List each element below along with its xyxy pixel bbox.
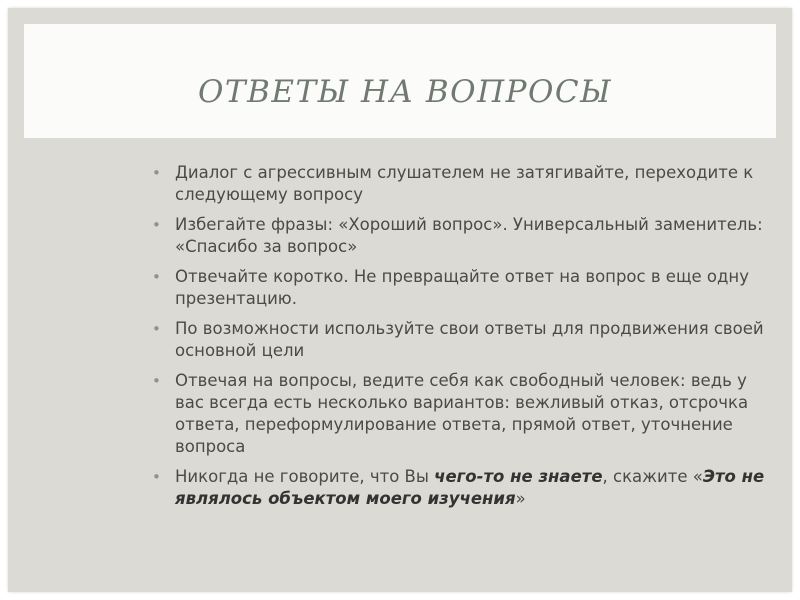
bullet-text: Отвечая на вопросы, ведите себя как свободный человек: ведь у вас всегда есть несколько вариантов: вежливый отказ, отсрочка ответа, переформулирование ответа, прямой ответ, уточнение вопроса: [175, 371, 749, 456]
bullet-item: [152, 318, 772, 362]
bullet-text: Диалог с агрессивным слушателем не затягивайте, переходите к следующему вопросу: [175, 163, 754, 204]
bullet-text: Отвечайте коротко. Не превращайте ответ на вопрос в еще одну презентацию.: [175, 267, 749, 308]
bullet-item: [152, 466, 772, 510]
bullet-list: [152, 162, 772, 518]
bullet-marker-icon: •: [152, 216, 161, 234]
bullet-marker-icon: •: [152, 320, 161, 338]
slide-title: ОТВЕТЫ НА ВОПРОСЫ: [198, 74, 613, 110]
bullet-text: Избегайте фразы: «Хороший вопрос». Универсальный заменитель: «Спасибо за вопрос»: [175, 215, 763, 256]
title-band: [24, 24, 776, 138]
bullet-marker-icon: •: [152, 468, 161, 486]
bullet-item: [152, 214, 772, 258]
bullet-emphasis: Это не являлось объектом моего изучения: [175, 467, 765, 508]
bullet-text: По возможности используйте свои ответы для продвижения своей основной цели: [175, 319, 764, 360]
bullet-item: [152, 162, 772, 206]
bullet-emphasis: чего-то не знаете: [434, 467, 603, 486]
slide: [8, 8, 792, 592]
bullet-item: [152, 370, 772, 458]
bullet-item: [152, 266, 772, 310]
bullet-marker-icon: •: [152, 268, 161, 286]
bullet-text-part: »: [515, 489, 526, 508]
bullet-text-part: , скажите «: [602, 467, 703, 486]
bullet-marker-icon: •: [152, 372, 161, 390]
bullet-marker-icon: •: [152, 164, 161, 182]
bullet-text-part: Никогда не говорите, что Вы: [175, 467, 435, 486]
